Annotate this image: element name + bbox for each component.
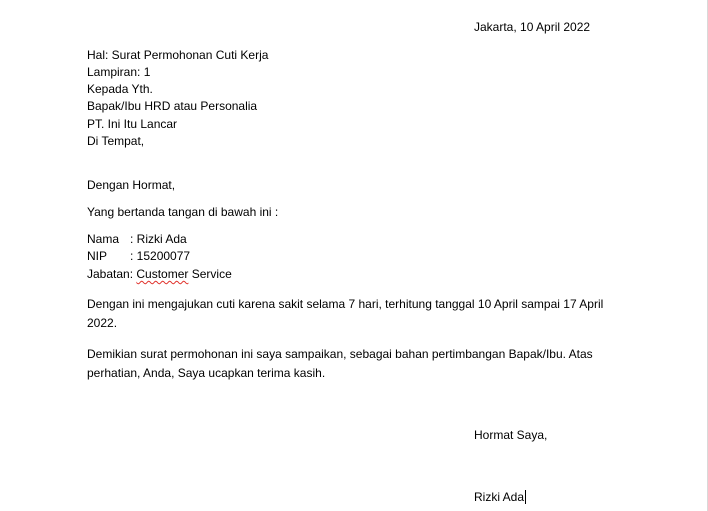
- field-jabatan-sep: :: [129, 267, 137, 281]
- field-nama-value: : Rizki Ada: [130, 232, 187, 246]
- recipient-company: PT. Ini Itu Lancar: [87, 117, 178, 131]
- body-paragraph-1-line-1: Dengan ini mengajukan cuti karena sakit selama 7 hari, terhitung tanggal 10 April sampai 17 April: [87, 297, 604, 311]
- field-nama: [87, 232, 187, 247]
- signature-name: Rizki Ada: [474, 490, 525, 504]
- body-paragraph-2-line-1: Demikian surat permohonan ini saya sampaikan, sebagai bahan pertimbangan Bapak/Ibu. Atas: [87, 347, 593, 361]
- field-nip: [87, 249, 190, 264]
- body-paragraph-1-line-2: 2022.: [87, 316, 118, 330]
- field-nip-label: NIP: [87, 249, 108, 263]
- signature-line: [474, 490, 526, 505]
- salutation: Dengan Hormat,: [87, 178, 176, 192]
- closing: Hormat Saya,: [474, 428, 548, 442]
- recipient-department: Bapak/Ibu HRD atau Personalia: [87, 99, 258, 113]
- field-jabatan: [87, 267, 232, 282]
- field-nama-label: Nama: [87, 232, 120, 246]
- field-nip-value: : 15200077: [130, 249, 191, 263]
- field-jabatan-value-rest: Service: [188, 267, 232, 281]
- field-jabatan-label: Jabatan: [87, 267, 130, 281]
- recipient-greeting: Kepada Yth.: [87, 82, 153, 96]
- text-cursor: [525, 490, 526, 504]
- recipient-place: Di Tempat,: [87, 134, 145, 148]
- attachment-line: Lampiran: 1: [87, 65, 151, 79]
- place-date: Jakarta, 10 April 2022: [474, 20, 591, 34]
- body-paragraph-2-line-2: perhatian, Anda, Saya ucapkan terima kasih.: [87, 366, 326, 380]
- intro-text: Yang bertanda tangan di bawah ini :: [87, 205, 279, 219]
- subject-line: Hal: Surat Permohonan Cuti Kerja: [87, 48, 269, 62]
- field-jabatan-value: Customer: [136, 267, 189, 281]
